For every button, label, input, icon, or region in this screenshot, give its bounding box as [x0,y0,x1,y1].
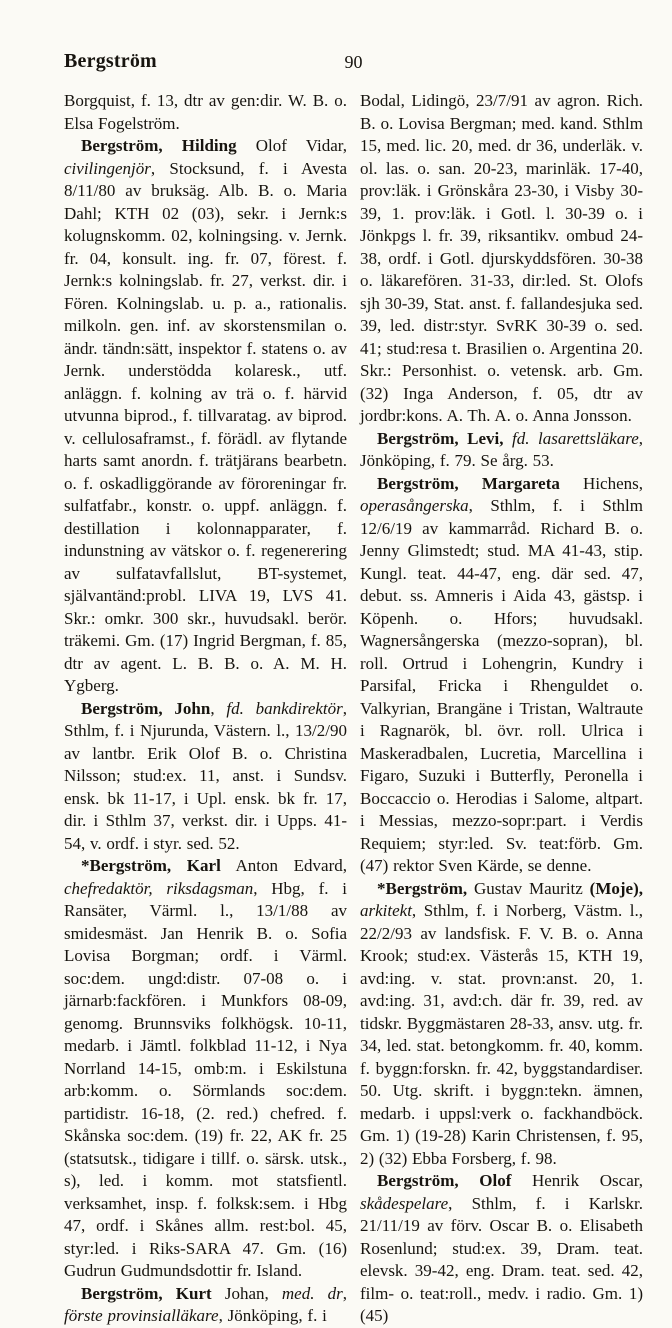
entry-text-normal: , Jönköping, f. i [218,1306,327,1325]
entry-text-bold: Bergström, Hilding [81,136,237,155]
entry-text-normal: , Hbg, f. i Ransäter, Värml. l., 13/1/88 av smidesmäst. Jan Henrik B. o. Sofia Lovisa Borgman; ordf. i Värml. soc:dem. ungd:distr. 07-08 o. i järnarb:fackfören. i Munkfors 08-09, genomg. Brunnsviks folkhögsk. 10-11, medarb. i Jämtl. folkblad 11-12, i Nya Norrland 14-15, omb:m. i Eskilstuna arb:komm. o. Sörmlands soc:dem. partidistr. 16-18, (2. red.) chefred. f. Skånska soc:dem. (19) fr. 22, AK fr. 25 (statsutsk., tidigare i tillf. o. särsk. utsk., s), led. i komm. mot statsfientl. verksamhet, insp. f. folksk:sem. i Hbg 47, ordf. i Skånes allm. rest:bol. 45, styr:led. i Riks-SARA 47. Gm. (16) Gudrun Gudmundsdottir fr. Island. [64,878,347,1280]
entry-text-normal: , Jönköping, f. 79. Se årg. 53. [360,428,644,470]
entry-text-italic: med. dr [281,1283,343,1303]
entry-text-normal: Bodal, Lidingö, 23/7/91 av agron. Rich. B. o. Lovisa Bergman; med. kand. Sthlm 15, med. lic. 20, med. dr 36, underläk. v. ol. las. o. san. 20-23, marinläk. 17-40, prov:läk. i Grönskåra 23-30, i Visby 30-39, 1. prov:läk. i Gotl. l. 30-39 o. i Jönkpgs l. fr. 39, riksantikv. ombud 24-38, ordf. i Gotl. djurskyddsfören. 30-38 o. läkarefören. 31-33, dir:led. St. Olofs sjh 30-39, Stat. anst. f. fallandesjuka sed. 39, led. distr:styr. SvRK 30-39 o. sed. 41; stud:resa t. Brasilien o. Argentina 20. Skr.: Personhist. o. vetensk. arb. Gm. (32) Inga Anderson, f. 05, dtr av jordbr:kons. A. Th. A. o. Anna Jonsson. [360,91,643,425]
entry-text-normal: , Sthlm, f. i Sthlm 12/6/19 av kammarråd. Richard B. o. Jenny Glimstedt; stud. MA 41-43, stip. Kungl. teat. 44-47, eng. där sed. 47, debut. ss. Amneris i Aida 43, gästsp. i Köpenh. o. Hfors; huvudsakl. Wagnersångerska (mezzo-sopran), bl. roll. Ortrud i Lohengrin, Kundry i Parsifal, Fricka i Rhenguldet o. Valkyrian, Brangäne i Tristan, Waltraute i Ragnarök, bl. övr. roll. Ulrica i Maskeradbalen, Lucretia, Marcellina i Figaro, Suzuki i Butterfly, Peronella i Boccaccio o. Herodias i Salome, altpart. i Messias, mezzo-sopr:part. i Verdis Requiem; styr:led. Sv. teat:förb. Gm. (47) rektor Sven Kärde, se denne. [360,496,643,875]
entry-paragraph [360,428,643,473]
entry-text-bold: Bergström, John [81,698,211,718]
entry-text-bold: Bergström, Levi, [377,428,504,448]
entry-text-italic: operasångerska [360,496,469,515]
running-header [64,50,643,76]
entry-text-normal [504,429,513,448]
entry-text-bold: *Bergström, [377,878,468,898]
entry-paragraph [360,878,643,1171]
entry-paragraph [64,135,347,698]
entry-text-italic: förste provinsialläkare [64,1306,219,1325]
entry-paragraph [360,90,643,428]
entry-text-bold: Bergström, Margareta [377,473,560,493]
entry-text-normal: Anton Edvard, [220,856,348,875]
entry-text-italic: civilingenjör [64,158,151,178]
entry-text-bold: Bergström, Olof [377,1171,512,1190]
column-right [360,90,643,1328]
entry-text-italic: skådespelare [360,1193,449,1213]
entry-text-bold: (Moje), [589,878,643,898]
entry-paragraph [360,473,643,878]
entry-text-normal: , Stocksund, f. i Avesta 8/11/80 av bruksäg. Alb. B. o. Maria Dahl; KTH 02 (03), sekr. i Jernk:s kolugnskomm. 02, kolningsing. v. Jernk. fr. 04, konsult. ing. fr. 07, förest. f. Jernk:s kolningslab. fr. 27, verkst. dir. i Fören. Kolningslab. u. p. a., rationalis. milkoln. gen. inf. av skorstensmilan o. ändr. tändn:sätt, inspektor f. statens o. av Jernk. understödda kolaresk., utf. anläggn. f. kolning av trä o. f. härvid utvunna biprod., f. tillvaratag. av biprod. v. cellulosaframst., f. förädl. av flytande harts samt anordn. f. trätjärans bearbetn. o. f. oskadliggörande av föroreningar fr. sulfatfabr., konstr. o. uppf. anläggn. f. destillation i kolonnapparater, f. indunstning av vätskor o. f. regenerering av sulfatavfallslut, BT-systemet, självantänd:probl. LIVA 19, LVS 41. Skr.: omkr. 300 skr., huvudsakl. berör. träkemi. Gm. (17) Ingrid Bergman, f. 85, dtr av agent. L. B. B. o. A. M. H. Ygberg. [64,158,347,695]
column-left [64,90,347,1328]
entry-text-normal: Johan, [211,1283,282,1303]
entry-text-normal: Borgquist, f. 13, dtr av gen:dir. W. B. o. Elsa Fogelström. [64,91,347,133]
running-header-title: Bergström [64,50,157,72]
entry-text-bold: Bergström, Kurt [81,1283,212,1303]
entry-text-normal: Olof Vidar, [236,136,347,155]
entry-text-italic: chefredaktör, riksdagsman [64,878,254,898]
entry-text-normal: , Sthlm, f. i Norberg, Västm. l., 22/2/93 av landsfisk. F. V. B. o. Anna Krook; stud:ex. Västerås 15, KTH 19, avd:ing. v. stat. provn:anst. 20, 1. avd:ing. 31, avd:ch. där fr. 39, red. av tidskr. Byggmästaren 28-33, ansv. utg. fr. 34, led. stat. betongkomm. fr. 40, komm. f. byggn:forskn. fr. 42, byggstandardiser. 50. Utg. skrift. i byggn:tekn. ämnen, medarb. i uppsl:verk o. fackhandböck. Gm. 1) (19-28) Karin Christensen, f. 95, 2) (32) Ebba Forsberg, f. 98. [360,901,643,1168]
entry-text-italic: fd. bankdirektör [226,698,343,718]
entry-text-bold: *Bergström, Karl [81,856,221,875]
entry-text-normal: Hichens, [559,473,643,493]
entry-paragraph [64,855,347,1283]
text-columns [64,90,643,1328]
entry-paragraph [64,90,347,135]
entry-paragraph [64,698,347,856]
entry-text-italic: fd. lasarettsläkare [512,428,639,448]
entry-text-italic: arkitekt [360,901,412,920]
entry-text-normal: , [342,1283,347,1303]
entry-text-normal: , Sthlm, f. i Karlskr. 21/11/19 av förv. Oscar B. o. Elisabeth Rosenlund; stud:ex. 39, Dram. teat. elevsk. 39-42, eng. Dram. teat. sed. 42, film- o. teat:roll., medv. i radio. Gm. 1) (45) [360,1193,643,1325]
entry-paragraph [64,1283,347,1328]
entry-text-normal: , [210,698,227,718]
entry-paragraph [360,1170,643,1328]
entry-text-normal: Gustav Mauritz [467,878,590,898]
entry-text-normal: Henrik Oscar, [511,1171,643,1190]
page-number: 90 [344,52,363,72]
entry-text-normal: , Sthlm, f. i Njurunda, Västern. l., 13/2/90 av lantbr. Erik Olof B. o. Christina Nilsson; stud:ex. 11, anst. i Sundsv. ensk. bk 11-17, i Upl. ensk. bk fr. 17, dir. i Sthlm 37, verkst. dir. i Upps. 41-54, v. ordf. i styr. sed. 52. [64,698,348,853]
